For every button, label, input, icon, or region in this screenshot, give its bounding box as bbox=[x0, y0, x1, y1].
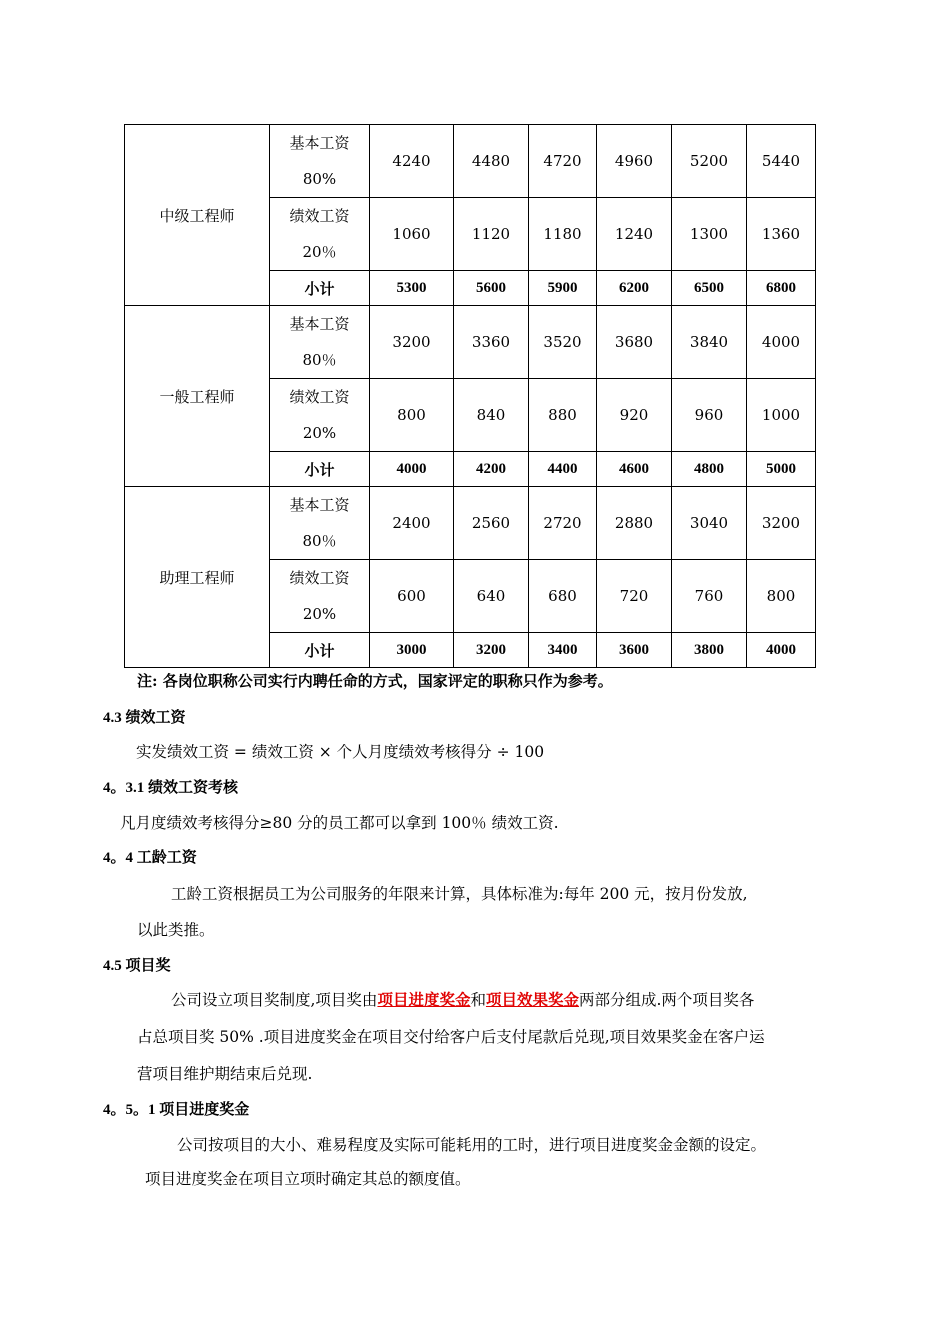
section-4-5-line1-end: 两部分组成.两个项目奖各 bbox=[578, 991, 755, 1009]
subtotal-cell: 3000 bbox=[370, 633, 454, 668]
item-label bbox=[270, 198, 370, 271]
item-ratio: 20％ bbox=[302, 243, 337, 261]
subtotal-cell: 4400 bbox=[529, 452, 597, 487]
value-cell: 4480 bbox=[454, 125, 529, 198]
item-label bbox=[270, 379, 370, 452]
table-row bbox=[125, 125, 816, 198]
value-cell: 920 bbox=[597, 379, 672, 452]
subtotal-cell: 5600 bbox=[454, 271, 529, 306]
value-cell: 3200 bbox=[370, 306, 454, 379]
value-cell: 4240 bbox=[370, 125, 454, 198]
value-cell: 3840 bbox=[672, 306, 747, 379]
section-4-5-line2: 占总项目奖 50% .项目进度奖金在项目交付给客户后支付尾款后兑现,项目效果奖金在客户运 bbox=[137, 1028, 765, 1046]
progress-bonus-link[interactable]: 项目进度奖金 bbox=[377, 990, 471, 1009]
value-cell: 3200 bbox=[747, 487, 816, 560]
subtotal-label: 小计 bbox=[270, 633, 370, 668]
subtotal-cell: 4000 bbox=[370, 452, 454, 487]
value-cell: 960 bbox=[672, 379, 747, 452]
table-row bbox=[125, 306, 816, 379]
value-cell: 2560 bbox=[454, 487, 529, 560]
subtotal-cell: 3200 bbox=[454, 633, 529, 668]
item-ratio: 80% bbox=[302, 170, 337, 188]
subtotal-cell: 4000 bbox=[747, 633, 816, 668]
item-ratio: 20% bbox=[302, 605, 337, 623]
subtotal-cell: 5300 bbox=[370, 271, 454, 306]
salary-table bbox=[124, 124, 816, 668]
section-4-5-line1-start: 公司设立项目奖制度,项目奖由 bbox=[171, 991, 378, 1009]
section-4-3-1-heading: 4。3.1 绩效工资考核 bbox=[103, 780, 239, 796]
value-cell: 1060 bbox=[370, 198, 454, 271]
value-cell: 720 bbox=[597, 560, 672, 633]
subtotal-cell: 6200 bbox=[597, 271, 672, 306]
item-name: 绩效工资 bbox=[289, 388, 350, 406]
value-cell: 1360 bbox=[747, 198, 816, 271]
subtotal-cell: 3400 bbox=[529, 633, 597, 668]
section-4-5-line1 bbox=[171, 988, 754, 1010]
effect-bonus-link[interactable]: 项目效果奖金 bbox=[485, 990, 579, 1009]
section-4-3-heading: 4.3 绩效工资 bbox=[103, 710, 186, 726]
section-4-4-line2: 以此类推。 bbox=[137, 921, 215, 939]
value-cell: 2400 bbox=[370, 487, 454, 560]
item-label bbox=[270, 487, 370, 560]
section-4-5-1-line2: 项目进度奖金在项目立项时确定其总的额度值。 bbox=[145, 1170, 471, 1188]
value-cell: 4000 bbox=[747, 306, 816, 379]
subtotal-label: 小计 bbox=[270, 271, 370, 306]
subtotal-cell: 3600 bbox=[597, 633, 672, 668]
item-ratio: 20% bbox=[302, 424, 337, 442]
section-4-4-line1: 工龄工资根据员工为公司服务的年限来计算，具体标准为:每年 200 元，按月份发放, bbox=[171, 885, 748, 903]
value-cell: 800 bbox=[370, 379, 454, 452]
subtotal-cell: 5000 bbox=[747, 452, 816, 487]
value-cell: 4960 bbox=[597, 125, 672, 198]
section-4-5-line1-and: 和 bbox=[470, 991, 486, 1009]
value-cell: 760 bbox=[672, 560, 747, 633]
table-note: 注: 各岗位职称公司实行内聘任命的方式，国家评定的职称只作为参考。 bbox=[137, 672, 613, 690]
subtotal-cell: 4200 bbox=[454, 452, 529, 487]
grade-title: 助理工程师 bbox=[125, 487, 270, 668]
item-ratio: 80％ bbox=[302, 532, 337, 550]
grade-title: 中级工程师 bbox=[125, 125, 270, 306]
item-label bbox=[270, 125, 370, 198]
value-cell: 1300 bbox=[672, 198, 747, 271]
item-name: 基本工资 bbox=[289, 496, 350, 514]
value-cell: 680 bbox=[529, 560, 597, 633]
value-cell: 1120 bbox=[454, 198, 529, 271]
table-row bbox=[125, 487, 816, 560]
value-cell: 3040 bbox=[672, 487, 747, 560]
subtotal-cell: 5900 bbox=[529, 271, 597, 306]
subtotal-cell: 4600 bbox=[597, 452, 672, 487]
value-cell: 800 bbox=[747, 560, 816, 633]
value-cell: 2720 bbox=[529, 487, 597, 560]
value-cell: 4720 bbox=[529, 125, 597, 198]
subtotal-cell: 3800 bbox=[672, 633, 747, 668]
section-4-5-1-line1: 公司按项目的大小、难易程度及实际可能耗用的工时，进行项目进度奖金金额的设定。 bbox=[177, 1136, 767, 1154]
value-cell: 1000 bbox=[747, 379, 816, 452]
section-4-5-1-heading: 4。5。1 项目进度奖金 bbox=[103, 1102, 250, 1118]
value-cell: 600 bbox=[370, 560, 454, 633]
item-name: 基本工资 bbox=[289, 134, 350, 152]
value-cell: 5200 bbox=[672, 125, 747, 198]
value-cell: 840 bbox=[454, 379, 529, 452]
performance-pay-formula: 实发绩效工资 = 绩效工资 × 个人月度绩效考核得分 ÷ 100 bbox=[136, 743, 545, 761]
value-cell: 3360 bbox=[454, 306, 529, 379]
value-cell: 5440 bbox=[747, 125, 816, 198]
item-label bbox=[270, 560, 370, 633]
value-cell: 3680 bbox=[597, 306, 672, 379]
section-4-5-heading: 4.5 项目奖 bbox=[103, 958, 171, 974]
value-cell: 640 bbox=[454, 560, 529, 633]
item-ratio: 80％ bbox=[302, 351, 337, 369]
item-name: 绩效工资 bbox=[289, 207, 350, 225]
value-cell: 1180 bbox=[529, 198, 597, 271]
value-cell: 2880 bbox=[597, 487, 672, 560]
section-4-5-line3: 营项目维护期结束后兑现. bbox=[137, 1065, 313, 1083]
subtotal-cell: 6500 bbox=[672, 271, 747, 306]
value-cell: 1240 bbox=[597, 198, 672, 271]
value-cell: 880 bbox=[529, 379, 597, 452]
section-4-3-1-text: 凡月度绩效考核得分≥80 分的员工都可以拿到 100％ 绩效工资. bbox=[120, 814, 559, 832]
subtotal-cell: 6800 bbox=[747, 271, 816, 306]
item-name: 绩效工资 bbox=[289, 569, 350, 587]
item-label bbox=[270, 306, 370, 379]
subtotal-cell: 4800 bbox=[672, 452, 747, 487]
subtotal-label: 小计 bbox=[270, 452, 370, 487]
grade-title: 一般工程师 bbox=[125, 306, 270, 487]
value-cell: 3520 bbox=[529, 306, 597, 379]
section-4-4-heading: 4。4 工龄工资 bbox=[103, 850, 197, 866]
item-name: 基本工资 bbox=[289, 315, 350, 333]
